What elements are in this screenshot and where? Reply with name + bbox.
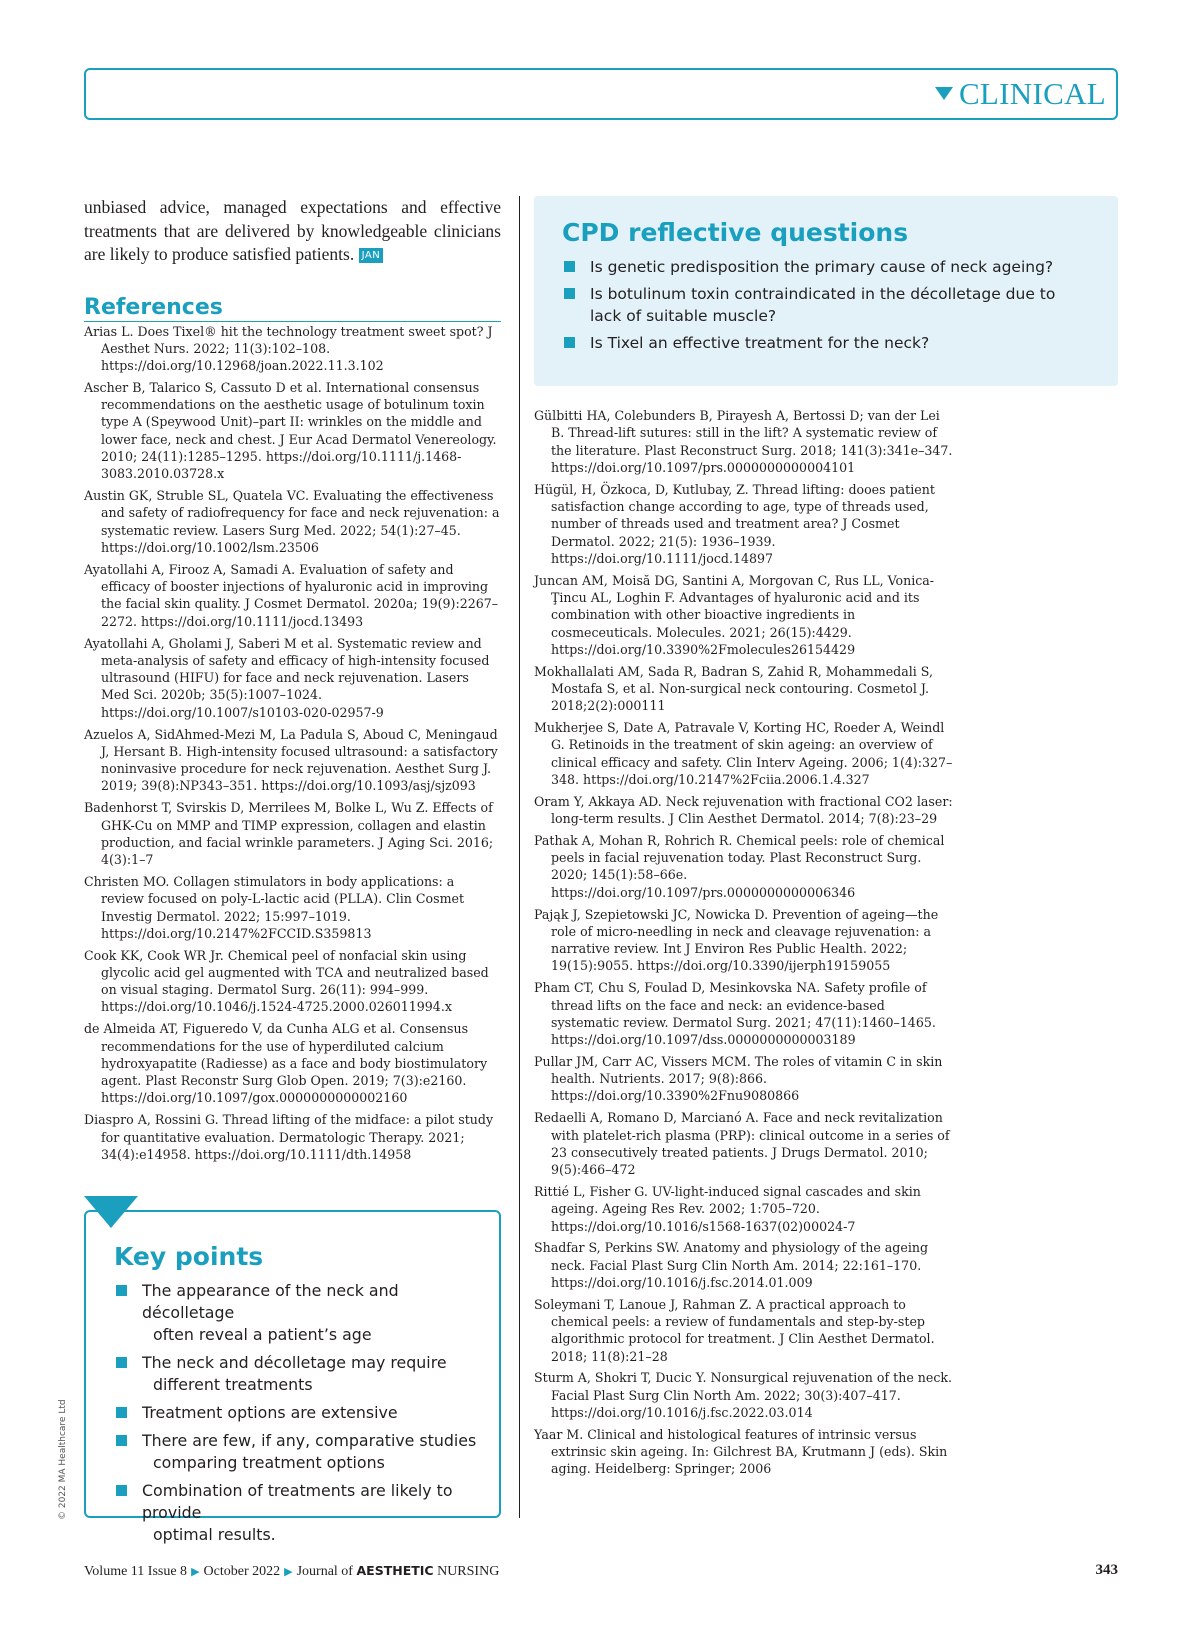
key-points-box bbox=[84, 1210, 501, 1544]
reference-item: Juncan AM, Moisă DG, Santini A, Morgovan C, Rus LL, Vonica-Ţincu AL, Loghin F. Advantages of hyaluronic acid and its combination with other bioactive ingredients in cosmeceuticals. Molecules. 2021; 26(15):4429. https://doi.org/10.3390%2Fmolecules26154429 bbox=[534, 572, 935, 657]
left-column bbox=[84, 196, 501, 1168]
reference-item: Pathak A, Mohan R, Rohrich R. Chemical peels: role of chemical peels in facial rejuvenation today. Plast Reconstruct Surg. 2020; 145(1):58–66e. https://doi.org/10.1097/prs.0000000000006346 bbox=[534, 832, 945, 900]
key-point-line: There are few, if any, comparative studies bbox=[142, 1431, 477, 1450]
cpd-box bbox=[534, 196, 1118, 386]
key-point bbox=[114, 1280, 479, 1346]
key-point-line: often reveal a patient’s age bbox=[153, 1325, 372, 1344]
cpd-title: CPD reflective questions bbox=[562, 218, 909, 247]
reference-item: Gülbitti HA, Colebunders B, Pirayesh A, Bertossi D; van der Lei B. Thread-lift sutures: still in the lift? A systematic review of the literature. Plast Reconstruct Surg. 2018; 141(3):341e–347. https://doi.org/10.1097/prs.0000000000004101 bbox=[534, 408, 953, 475]
reference-item: Oram Y, Akkaya AD. Neck rejuvenation with fractional CO2 laser: long-term results. J Clin Aesthet Dermatol. 2014; 7(8):23–29 bbox=[534, 793, 953, 827]
intro-paragraph bbox=[84, 196, 501, 267]
reference-item: Austin GK, Struble SL, Quatela VC. Evaluating the effectiveness and safety of radiofrequency for face and neck rejuvenation: a systematic review. Lasers Surg Med. 2022; 54(1):27–45. https://doi.org/10.1002/lsm.23506 bbox=[84, 488, 500, 556]
key-point-line: Combination of treatments are likely to provide bbox=[142, 1481, 453, 1522]
key-point-line: Treatment options are extensive bbox=[142, 1403, 398, 1422]
reference-item: Ascher B, Talarico S, Cassuto D et al. International consensus recommendations on the aesthetic usage of botulinum toxin type A (Speywood Unit)–part II: wrinkles on the middle and lower face, neck and chest. J Eur Acad Dermatol Venereology. 2010; 24(11):1285–1295. https://doi.org/10.1111/j.1468-3083.2010.03728.x bbox=[84, 379, 497, 482]
reference-item: de Almeida AT, Figueredo V, da Cunha ALG et al. Consensus recommendations for the use of hyperdiluted calcium hydroxyapatite (Radiesse) as a face and body biostimulatory agent. Plast Reconstr Surg Glob Open. 2019; 7(3):e2160. https://doi.org/10.1097/gox.0000000000002160 bbox=[84, 1021, 488, 1106]
reference-item: Diaspro A, Rossini G. Thread lifting of the midface: a pilot study for quantitative evaluation. Dermatologic Therapy. 2021; 34(4):e14958. https://doi.org/10.1111/dth.14958 bbox=[84, 1112, 494, 1162]
page-number: 343 bbox=[1095, 1562, 1118, 1578]
cpd-question: Is botulinum toxin contraindicated in the décolletage due to lack of suitable muscle? bbox=[562, 283, 1090, 327]
cpd-question: Is genetic predisposition the primary cause of neck ageing? bbox=[562, 256, 1090, 278]
reference-item: Sturm A, Shokri T, Ducic Y. Nonsurgical rejuvenation of the neck. Facial Plast Surg Clin North Am. 2022; 30(3):407–417. https://doi.org/10.1016/j.fsc.2022.03.014 bbox=[534, 1370, 953, 1421]
reference-item: Christen MO. Collagen stimulators in body applications: a review focused on poly-L-lactic acid (PLLA). Clin Cosmet Investig Dermatol. 2022; 15:997–1019. https://doi.org/10.2147%2FCCID.S359813 bbox=[84, 873, 465, 941]
reference-item: Mokhallalati AM, Sada R, Badran S, Zahid R, Mohammedali S, Mostafa S, et al. Non-surgical neck contouring. Cosmetol J. 2018;2(2):000111 bbox=[534, 663, 933, 714]
footer-journal-prefix: Journal of bbox=[296, 1564, 353, 1579]
key-point-line: The appearance of the neck and décolletage bbox=[142, 1281, 399, 1322]
reference-item: Yaar M. Clinical and histological features of intrinsic versus extrinsic skin ageing. In: Gilchrest BA, Krutmann J (eds). Skin aging. Heidelberg: Springer; 2006 bbox=[534, 1426, 948, 1477]
section-label bbox=[935, 76, 1106, 112]
section-label-text: CLINICAL bbox=[958, 76, 1106, 111]
right-column bbox=[534, 406, 954, 1482]
column-divider bbox=[519, 196, 520, 1518]
references-heading: References bbox=[84, 296, 501, 322]
reference-item: Rittié L, Fisher G. UV-light-induced signal cascades and skin ageing. Ageing Res Rev. 2002; 1:705–720. https://doi.org/10.1016/s1568-1637(02)00024-7 bbox=[534, 1183, 921, 1234]
cpd-question: Is Tixel an effective treatment for the neck? bbox=[562, 332, 1090, 354]
reference-item: Ayatollahi A, Firooz A, Samadi A. Evaluation of safety and efficacy of booster injections of hyaluronic acid in improving the facial skin quality. J Cosmet Dermatol. 2020a; 19(9):2267–2272. https://doi.org/10.1111/jocd.13493 bbox=[84, 561, 499, 629]
key-point bbox=[114, 1402, 479, 1424]
key-point bbox=[114, 1352, 479, 1396]
reference-item: Arias L. Does Tixel® hit the technology treatment sweet spot? J Aesthet Nurs. 2022; 11(3):102–108. https://doi.org/10.12968/joan.2022.11.3.102 bbox=[84, 323, 493, 374]
footer-date: October 2022 bbox=[203, 1564, 281, 1579]
reference-item: Pająk J, Szepietowski JC, Nowicka D. Prevention of ageing—the role of micro-needling in neck and cleavage rejuvenation: a narrative review. Int J Environ Res Public Health. 2022; 19(15):9055. https://doi.org/10.3390/ijerph19159055 bbox=[534, 906, 939, 974]
footer-journal-bold: AESTHETIC bbox=[356, 1563, 434, 1578]
references-list-right bbox=[534, 407, 954, 1478]
reference-item: Hügül, H, Özkoca, D, Kutlubay, Z. Thread lifting: dooes patient satisfaction change according to age, type of threads used, number of threads used and treatment area? J Cosmet Dermatol. 2022; 21(5): 1936–1939. https://doi.org/10.1111/jocd.14897 bbox=[534, 481, 935, 566]
reference-item: Badenhorst T, Svirskis D, Merrilees M, Bolke L, Wu Z. Effects of GHK-Cu on MMP and TIMP expression, collagen and elastin production, and facial wrinkle parameters. J Aging Sci. 2016; 4(3):1–7 bbox=[84, 800, 494, 868]
key-point bbox=[114, 1430, 479, 1474]
key-points-notch bbox=[84, 1196, 138, 1228]
references-list-left bbox=[84, 323, 501, 1164]
cpd-questions bbox=[562, 256, 1090, 354]
footer bbox=[84, 1563, 499, 1580]
key-points-list bbox=[114, 1280, 479, 1546]
footer-journal-suffix: NURSING bbox=[437, 1564, 500, 1579]
reference-item: Ayatollahi A, Gholami J, Saberi M et al. Systematic review and meta-analysis of safety and efficacy of high-intensity focused ultrasound (HIFU) for face and neck rejuvenation. Lasers Med Sci. 2020b; 35(5):1007–1024. https://doi.org/10.1007/s10103-020-02957-9 bbox=[84, 635, 490, 720]
key-point-line: different treatments bbox=[153, 1375, 313, 1394]
article-end-mark: JAN bbox=[359, 248, 384, 263]
arrow-right-icon: ▶ bbox=[284, 1566, 293, 1578]
footer-volume: Volume 11 Issue 8 bbox=[84, 1564, 188, 1579]
key-point-line: The neck and décolletage may require bbox=[142, 1353, 447, 1372]
reference-item: Pham CT, Chu S, Foulad D, Mesinkovska NA. Safety profile of thread lifts on the face and neck: an evidence-based systematic review. Dermatol Surg. 2021; 47(11):1460–1465. https://doi.org/10.1097/dss.0000000000003189 bbox=[534, 980, 936, 1048]
key-points-title: Key points bbox=[114, 1242, 264, 1271]
reference-item: Redaelli A, Romano D, Marcianó A. Face and neck revitalization with platelet-rich plasma (PRP): clinical outcome in a series of 23 consecutively treated patients. J Drugs Dermatol. 2010; 9(5):466–472 bbox=[534, 1110, 950, 1178]
reference-item: Mukherjee S, Date A, Patravale V, Korting HC, Roeder A, Weindl G. Retinoids in the treatment of skin ageing: an overview of clinical efficacy and safety. Clin Interv Ageing. 2006; 1(4):327–348. https://doi.org/10.2147%2Fciia.2006.1.4.327 bbox=[534, 720, 953, 787]
reference-item: Soleymani T, Lanoue J, Rahman Z. A practical approach to chemical peels: a review of fundamentals and step-by-step algorithmic protocol for treatment. J Clin Aesthet Dermatol. 2018; 11(8):21–28 bbox=[534, 1296, 935, 1364]
section-header-box bbox=[84, 68, 1118, 120]
reference-item: Cook KK, Cook WR Jr. Chemical peel of nonfacial skin using glycolic acid gel augmented with TCA and neutralized based on visual staging. Dermatol Surg. 26(11): 994–999. https://doi.org/10.1046/j.1524-4725.2000.026011994.x bbox=[84, 947, 489, 1015]
reference-item: Shadfar S, Perkins SW. Anatomy and physiology of the ageing neck. Facial Plast Surg Clin North Am. 2014; 22:161–170. https://doi.org/10.1016/j.fsc.2014.01.009 bbox=[534, 1240, 929, 1290]
key-point-line: comparing treatment options bbox=[153, 1453, 385, 1472]
copyright: © 2022 MA Healthcare Ltd bbox=[58, 1399, 68, 1520]
arrow-right-icon: ▶ bbox=[191, 1566, 200, 1578]
intro-text: unbiased advice, managed expectations and effective treatments that are delivered by knowledgeable clinicians are likely to produce satisfied patients. bbox=[84, 197, 501, 264]
reference-item: Pullar JM, Carr AC, Vissers MCM. The roles of vitamin C in skin health. Nutrients. 2017; 9(8):866. https://doi.org/10.3390%2Fnu9080866 bbox=[534, 1053, 943, 1104]
triangle-down-icon bbox=[935, 87, 953, 100]
key-point bbox=[114, 1480, 479, 1546]
reference-item: Azuelos A, SidAhmed-Mezi M, La Padula S, Aboud C, Meningaud J, Hersant B. High-intensity focused ultrasound: a satisfactory noninvasive procedure for neck rejuvenation. Aesthet Surg J. 2019; 39(8):NP343–351. https://doi.org/10.1093/asj/sjz093 bbox=[84, 726, 498, 794]
key-point-line: optimal results. bbox=[153, 1525, 276, 1544]
